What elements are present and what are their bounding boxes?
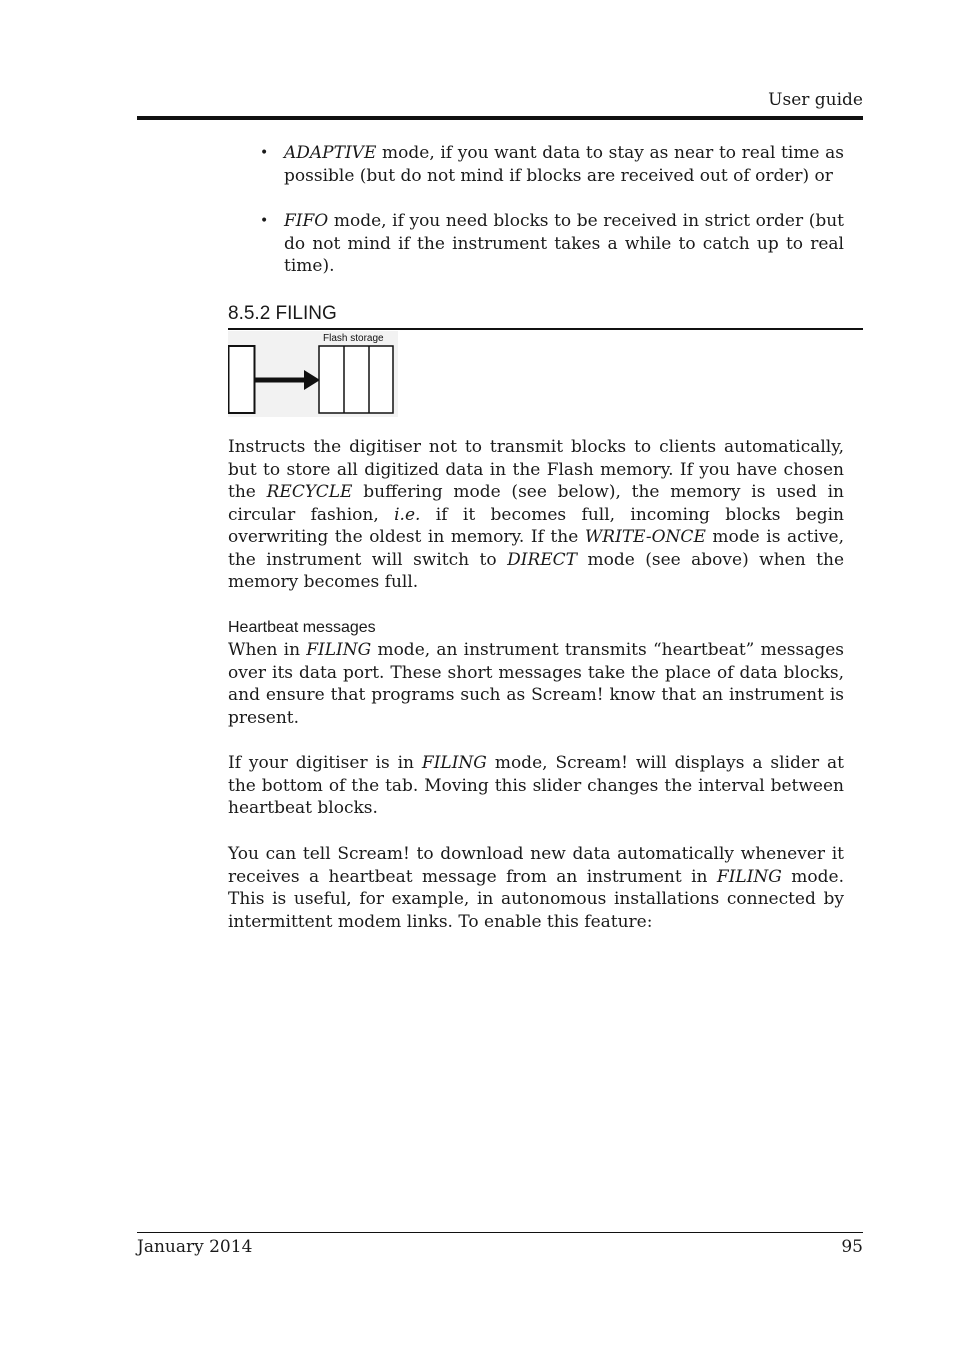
page-number: 95 bbox=[841, 1237, 863, 1257]
text-run: When in bbox=[228, 640, 307, 660]
footer-rule bbox=[137, 1232, 863, 1233]
bullet-text: mode, if you want data to stay as near to real time as possible (but do not mind if blocks are received out of order) or bbox=[284, 143, 844, 186]
mode-name: FILING bbox=[421, 753, 487, 773]
mode-name: FIFO bbox=[284, 211, 329, 231]
bullet-text: mode, if you need blocks to be received in strict order (but do not mind if the instrument takes a while to catch up to real time). bbox=[284, 211, 844, 276]
bullet-marker: • bbox=[260, 213, 269, 229]
flash-storage-label: Flash storage bbox=[323, 333, 384, 344]
mode-name: RECYCLE bbox=[266, 482, 353, 502]
text-run: mode, Scream! will displays a slider at the bottom of the tab. Moving this slider changes the interval between heartbeat blocks. bbox=[228, 753, 844, 818]
subheading: Heartbeat messages bbox=[228, 619, 376, 636]
flash-storage-diagram bbox=[228, 331, 398, 417]
text-run: buffering mode (see below), the memory is used in circular fashion, bbox=[228, 482, 844, 525]
mode-name: DIRECT bbox=[507, 549, 577, 570]
bullet-item-adaptive bbox=[284, 142, 844, 187]
heartbeat-paragraph bbox=[228, 639, 844, 729]
bullet-marker: • bbox=[260, 145, 269, 161]
abbreviation: i.e. bbox=[394, 504, 421, 525]
mode-name: FILING bbox=[716, 866, 782, 887]
text-run: If your digitiser is in bbox=[228, 753, 422, 773]
text-run: mode, an instrument transmits “heartbeat” messages over its data port. These short messages take the place of data blocks, and ensure that programs such as Scream! know that an instrument is present. bbox=[228, 640, 844, 728]
mode-name: WRITE-ONCE bbox=[584, 527, 706, 547]
flash-storage-block bbox=[319, 346, 393, 413]
mode-name: ADAPTIVE bbox=[284, 143, 377, 163]
text-run: mode (see above) when the memory becomes full. bbox=[228, 549, 844, 592]
running-header: User guide bbox=[768, 90, 863, 110]
text-run: mode is active, the instrument will switch to bbox=[228, 527, 844, 570]
mode-name: FILING bbox=[306, 640, 372, 660]
text-run: You can tell Scream! to download new data automatically whenever it receives a heartbeat message from an instrument in bbox=[228, 844, 844, 887]
text-run: mode. This is useful, for example, in autonomous installations connected by intermittent modem links. To enable this feature: bbox=[228, 866, 844, 932]
header-rule bbox=[137, 116, 863, 120]
text-run: if it becomes full, incoming blocks begin overwriting the oldest in memory. If the bbox=[228, 504, 844, 547]
heading-rule bbox=[228, 328, 863, 330]
section-heading: 8.5.2 FILING bbox=[228, 303, 337, 324]
download-paragraph bbox=[228, 843, 844, 933]
slider-paragraph bbox=[228, 752, 844, 820]
filing-description bbox=[228, 436, 844, 594]
bullet-item-fifo bbox=[284, 210, 844, 278]
footer-date: January 2014 bbox=[137, 1237, 253, 1257]
text-run: Instructs the digitiser not to transmit blocks to clients automatically, but to store all digitized data in the Flash memory. If you have chosen the bbox=[228, 437, 844, 502]
digitiser-block bbox=[229, 346, 255, 413]
